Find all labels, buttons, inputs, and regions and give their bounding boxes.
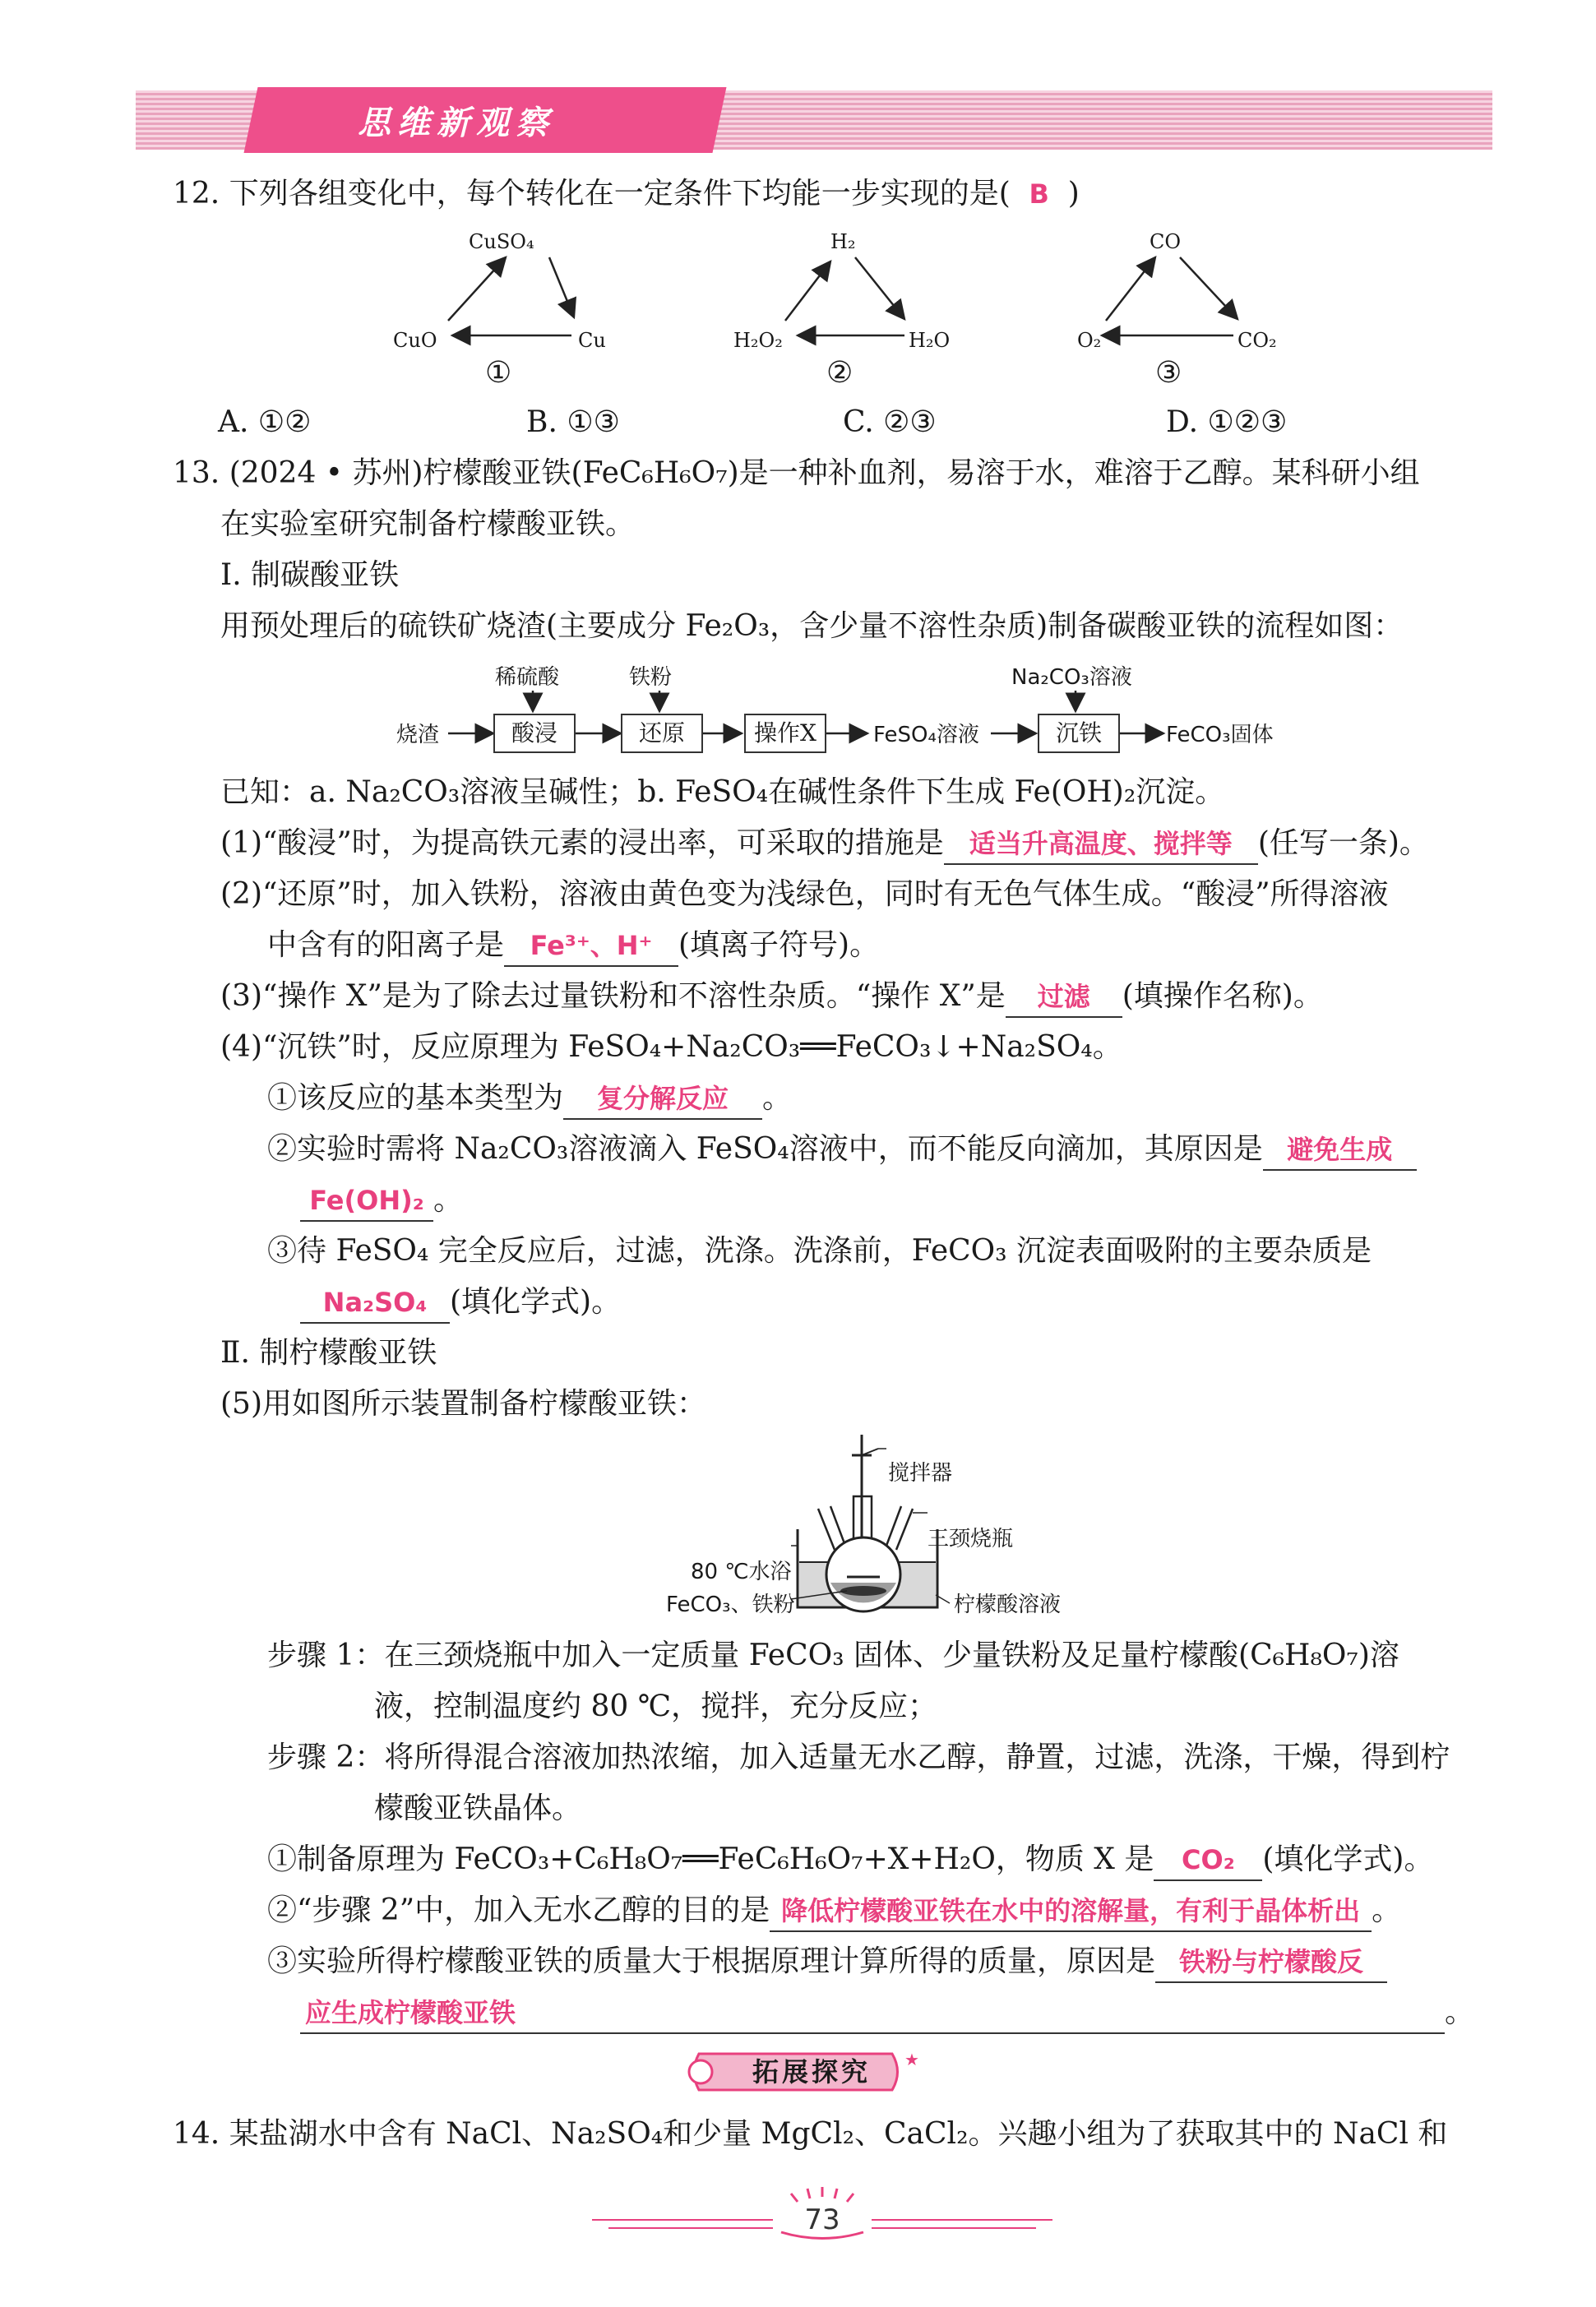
flow-reagent-2: 铁粉 (629, 665, 673, 690)
q13-sub2-line2: 中含有的阳离子是 Fe³⁺、H⁺ (填离子符号)。 (267, 926, 879, 967)
q12-answer: B (1029, 178, 1049, 210)
apparatus-solids-label: FeCO₃、铁粉 (666, 1593, 795, 1617)
d3-top: CO (1150, 230, 1182, 253)
q13-sub4a-answer: 复分解反应 (563, 1079, 762, 1120)
d2-left: H₂O₂ (733, 329, 783, 352)
q13-step1-line2: 液，控制温度约 80 ℃，搅拌，充分反应； (374, 1690, 937, 1723)
q13-sub5b-answer: 降低柠檬酸亚铁在水中的溶解量，有利于晶体析出 (770, 1891, 1372, 1932)
d3-num: ③ (1155, 356, 1182, 390)
q13-sub4c-answer: Na₂SO₄ (300, 1283, 450, 1324)
q13-sub4: (4)“沉铁”时，反应原理为 FeSO₄+Na₂CO₃══FeCO₃↓+Na₂SO₄。 (220, 1030, 1122, 1064)
flow-step-3: 操作X (744, 714, 826, 753)
d3-left: O₂ (1077, 329, 1102, 352)
q13-sub2-line1: (2)“还原”时，加入铁粉，溶液由黄色变为浅绿色，同时有无色气体生成。“酸浸”所得溶液 (220, 877, 1389, 911)
d1-num: ① (485, 356, 512, 390)
apparatus-flask-label: 三颈烧瓶 (928, 1527, 1014, 1551)
flow-start: 烧渣 (396, 723, 440, 747)
apparatus-bath-label: 80 ℃水浴 (691, 1560, 792, 1584)
q12-stem: 12. 下列各组变化中，每个转化在一定条件下均能一步实现的是( B ) (173, 174, 1080, 214)
q13-sub1: (1)“酸浸”时，为提高铁元素的浸出率，可采取的措施是 适当升高温度、搅拌等 (任写一条)。 (220, 824, 1429, 865)
q13-sub5: (5)用如图所示装置制备柠檬酸亚铁： (220, 1387, 706, 1421)
q13-sub4a: ①该反应的基本类型为 复分解反应 。 (267, 1079, 792, 1120)
q13-sub4b-line2: Fe(OH)₂ 。 (300, 1181, 463, 1222)
section-title: 拓展探究 (752, 2056, 872, 2087)
q13-sub4c-line2: Na₂SO₄ (填化学式)。 (300, 1283, 621, 1324)
q14-stem: 14. 某盐湖水中含有 NaCl、Na₂SO₄和少量 MgCl₂、CaCl₂。兴趣小组为了获取其中的 NaCl 和 (173, 2117, 1448, 2151)
q13-sub5c-answer-2: 应生成柠檬酸亚铁 (300, 1993, 1445, 2034)
q13-sub5a: ①制备原理为 FeCO₃+C₆H₈O₇══FeC₆H₆O₇+X+H₂O，物质 X 是 CO₂ (填化学式)。 (267, 1840, 1433, 1881)
q12-option-d: D. ①②③ (1166, 405, 1288, 439)
q13-step1-line1: 步骤 1：在三颈烧瓶中加入一定质量 FeCO₃ 固体、少量铁粉及足量柠檬酸(C₆H₈O₇)溶 (267, 1639, 1399, 1672)
header-banner (136, 90, 1492, 150)
flow-mid: FeSO₄溶液 (873, 723, 979, 747)
d1-left: CuO (393, 329, 437, 352)
page-number: 73 (804, 2203, 840, 2236)
q13-step2-line1: 步骤 2：将所得混合溶液加热浓缩，加入适量无水乙醇，静置，过滤，洗涤，干燥，得到柠 (267, 1741, 1450, 1774)
q13-sub5a-answer: CO₂ (1154, 1840, 1262, 1881)
q13-sub5b: ②“步骤 2”中，加入无水乙醇的目的是 降低柠檬酸亚铁在水中的溶解量，有利于晶体析出 。 (267, 1891, 1401, 1932)
d2-right: H₂O (909, 329, 951, 352)
d3-right: CO₂ (1237, 329, 1277, 352)
diagram-2 (785, 257, 904, 335)
flow-step-2: 还原 (621, 714, 703, 753)
d1-right: Cu (578, 329, 606, 352)
q13-stem-1: 13. (2024 • 苏州)柠檬酸亚铁(FeC₆H₆O₇)是一种补血剂，易溶于水，难溶于乙醇。某科研小组 (173, 456, 1420, 490)
q13-intro: 用预处理后的硫铁矿烧渣(主要成分 Fe₂O₃，含少量不溶性杂质)制备碳酸亚铁的流程如图： (220, 609, 1404, 643)
q13-sub5c-answer-1: 铁粉与柠檬酸反 (1155, 1942, 1387, 1983)
d1-top: CuSO₄ (469, 230, 534, 253)
q12-option-c: C. ②③ (843, 405, 937, 439)
q13-sub3: (3)“操作 X”是为了除去过量铁粉和不溶性杂质。“操作 X”是 过滤 (填操作名称)。 (220, 977, 1323, 1018)
q13-sub5c-line2: 应生成柠檬酸亚铁 。 (300, 1993, 1474, 2034)
q13-sub4c: ③待 FeSO₄ 完全反应后，过滤，洗涤。洗涤前，FeCO₃ 沉淀表面吸附的主要杂质是 (267, 1234, 1372, 1268)
flow-step-4: 沉铁 (1038, 714, 1120, 753)
q13-sub4b-answer-2: Fe(OH)₂ (300, 1181, 433, 1222)
q13-step2-line2: 檬酸亚铁晶体。 (374, 1792, 582, 1825)
d2-num: ② (826, 356, 854, 390)
q13-part2-title: Ⅱ. 制柠檬酸亚铁 (220, 1336, 437, 1370)
q13-sub5c: ③实验所得柠檬酸亚铁的质量大于根据原理计算所得的质量，原因是 铁粉与柠檬酸反 (267, 1942, 1387, 1983)
svg-text:★: ★ (904, 2050, 919, 2069)
flow-reagent-3: Na₂CO₃溶液 (1011, 665, 1132, 690)
header-title: 思维新观察 (358, 104, 555, 142)
q13-sub1-answer: 适当升高温度、搅拌等 (944, 824, 1258, 865)
q13-sub4b-answer-1: 避免生成 (1263, 1130, 1417, 1171)
q13-sub2-answer: Fe³⁺、H⁺ (504, 926, 678, 967)
flow-step-1: 酸浸 (493, 714, 576, 753)
diagram-1 (448, 257, 574, 335)
apparatus-solution-label: 柠檬酸溶液 (954, 1593, 1062, 1617)
q13-known: 已知：a. Na₂CO₃溶液呈碱性；b. FeSO₄在碱性条件下生成 Fe(OH)₂沉淀。 (220, 775, 1225, 809)
q12-option-b: B. ①③ (526, 405, 620, 439)
q13-sub4b: ②实验时需将 Na₂CO₃溶液滴入 FeSO₄溶液中，而不能反向滴加，其原因是 避免生成 (267, 1130, 1417, 1171)
diagram-3 (1102, 257, 1237, 335)
flow-reagent-1: 稀硫酸 (495, 665, 560, 690)
d2-top: H₂ (830, 230, 856, 253)
apparatus-stirrer-label: 搅拌器 (888, 1461, 953, 1486)
q13-stem-2: 在实验室研究制备柠檬酸亚铁。 (220, 507, 636, 541)
q12-option-a: A. ①② (218, 405, 312, 439)
flow-end: FeCO₃固体 (1166, 723, 1274, 747)
q13-part1-title: Ⅰ. 制碳酸亚铁 (220, 558, 400, 592)
q13-sub3-answer: 过滤 (1006, 977, 1122, 1018)
